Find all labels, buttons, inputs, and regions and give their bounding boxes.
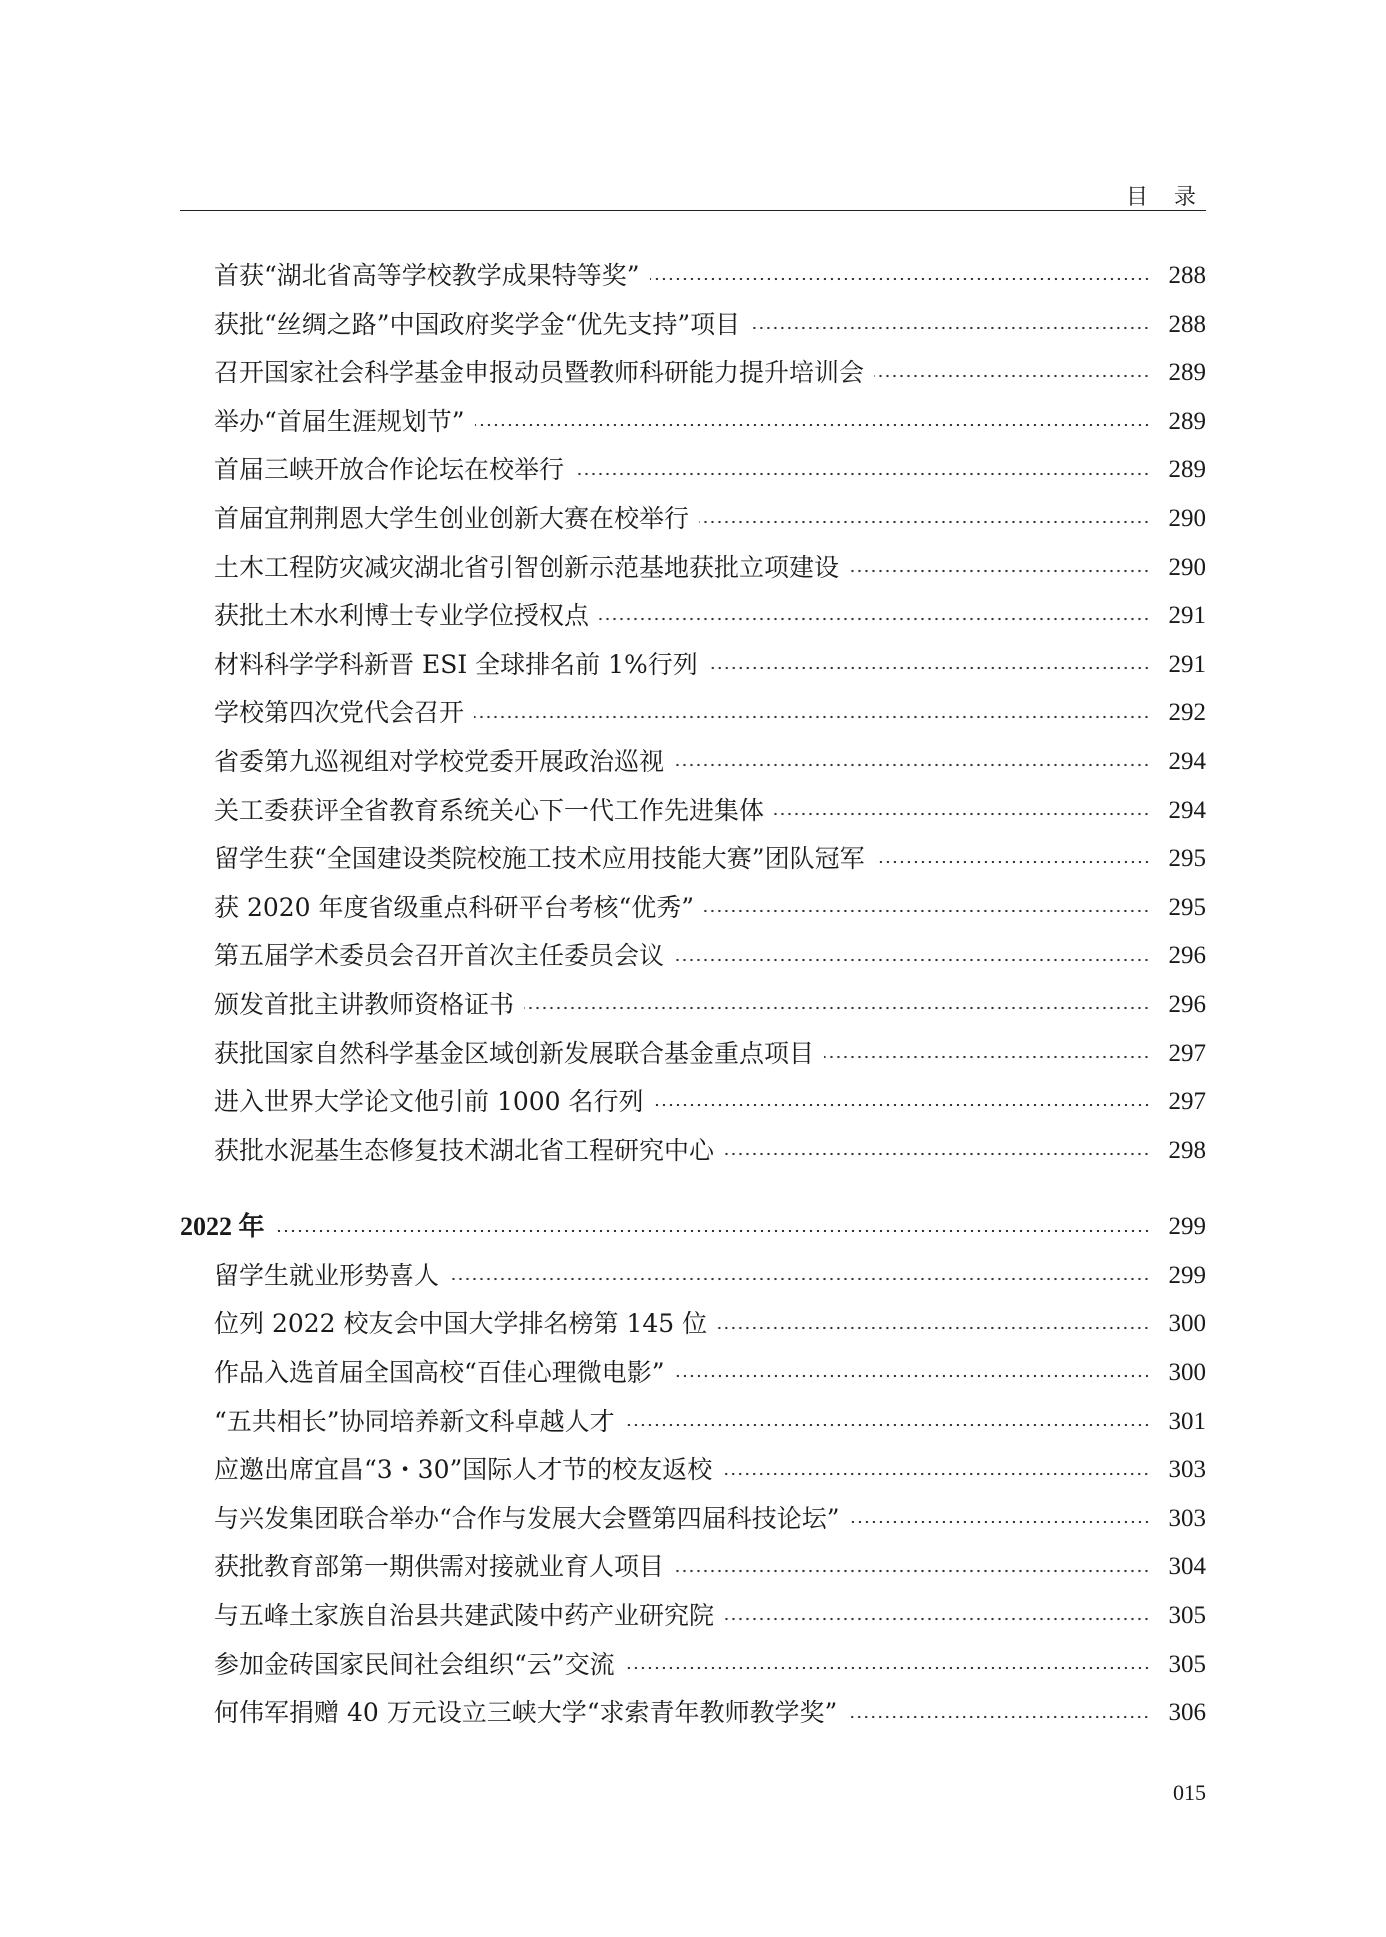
toc-entry[interactable] xyxy=(180,689,1206,738)
toc-entry-title: 参加金砖国家民间社会组织“云”交流 xyxy=(214,1649,615,1679)
dot-leader xyxy=(724,1150,1150,1158)
dot-leader xyxy=(625,1664,1150,1672)
toc-entry-page: 303 xyxy=(1168,1504,1206,1532)
toc-entry-page: 299 xyxy=(1168,1261,1206,1289)
toc-entry-page: 301 xyxy=(1168,1407,1206,1435)
running-head: 目录 xyxy=(1125,185,1222,210)
toc-entry[interactable] xyxy=(180,884,1206,933)
toc-entry-title: 土木工程防灾减灾湖北省引智创新示范基地获批立项建设 xyxy=(214,552,840,582)
dot-leader xyxy=(674,1567,1150,1575)
toc-entry-title: 材料科学学科新晋 ESI 全球排名前 1%行列 xyxy=(214,649,698,679)
toc-entry[interactable] xyxy=(180,1398,1206,1447)
toc-entry-title: 应邀出席宜昌“3・30”国际人才节的校友返校 xyxy=(214,1455,713,1485)
toc-entry-title: 颁发首批主讲教师资格证书 xyxy=(214,989,515,1019)
toc-entry[interactable] xyxy=(180,1127,1206,1176)
dot-leader xyxy=(275,1227,1150,1235)
year-heading-title: 2022 年 xyxy=(180,1212,265,1242)
toc-entry-title: 获批教育部第一期供需对接就业育人项目 xyxy=(214,1552,665,1582)
dot-leader xyxy=(475,421,1150,429)
page-number: 015 xyxy=(1173,1780,1206,1805)
toc-entry-title: 获批水泥基生态修复技术湖北省工程研究中心 xyxy=(214,1135,715,1165)
dot-leader xyxy=(849,567,1150,575)
year-heading-page: 299 xyxy=(1168,1213,1206,1241)
toc-entry[interactable] xyxy=(180,1349,1206,1398)
dot-leader xyxy=(717,1324,1150,1332)
toc-entry-page: 305 xyxy=(1168,1650,1206,1678)
toc-entry-page: 297 xyxy=(1168,1088,1206,1116)
toc-entry-title: 召开国家社会科学基金申报动员暨教师科研能力提升培训会 xyxy=(214,358,865,388)
dot-leader xyxy=(850,1518,1150,1526)
toc-entry-title: 第五届学术委员会召开首次主任委员会议 xyxy=(214,941,665,971)
toc-entry[interactable] xyxy=(180,1252,1206,1301)
toc-entry[interactable] xyxy=(180,1641,1206,1690)
dot-leader xyxy=(708,664,1150,672)
toc-entry-page: 289 xyxy=(1168,407,1206,435)
dot-leader xyxy=(674,761,1150,769)
dot-leader xyxy=(654,1101,1150,1109)
dot-leader xyxy=(474,713,1150,721)
toc-entry-page: 291 xyxy=(1168,650,1206,678)
toc-entry[interactable] xyxy=(180,349,1206,398)
toc-entry-page: 294 xyxy=(1168,747,1206,775)
dot-leader xyxy=(674,956,1150,964)
dot-leader xyxy=(599,615,1150,623)
toc-entry[interactable] xyxy=(180,398,1206,447)
toc-entry-title: 作品入选首届全国高校“百佳心理微电影” xyxy=(214,1358,665,1388)
toc-entry[interactable] xyxy=(180,738,1206,787)
toc-entry-page: 300 xyxy=(1168,1310,1206,1338)
dot-leader xyxy=(724,1615,1150,1623)
toc-year-heading[interactable] xyxy=(180,1203,1206,1252)
dot-leader xyxy=(704,907,1150,915)
toc-entry[interactable] xyxy=(180,544,1206,593)
dot-leader xyxy=(824,1053,1150,1061)
header-rule xyxy=(180,210,1206,211)
toc-entry-title: 何伟军捐赠 40 万元设立三峡大学“求索青年教师教学奖” xyxy=(214,1698,838,1728)
toc-entry-page: 290 xyxy=(1168,504,1206,532)
toc-entry-title: 学校第四次党代会召开 xyxy=(214,698,465,728)
dot-leader xyxy=(699,518,1150,526)
section-gap xyxy=(180,1175,1206,1203)
toc-entry-page: 306 xyxy=(1168,1699,1206,1727)
toc-entry-page: 305 xyxy=(1168,1602,1206,1630)
toc-entry-title: 关工委获评全省教育系统关心下一代工作先进集体 xyxy=(214,795,765,825)
toc-entry-title: “五共相长”协同培养新文科卓越人才 xyxy=(214,1406,615,1436)
dot-leader xyxy=(524,1004,1150,1012)
toc-entry[interactable] xyxy=(180,252,1206,301)
toc-entry-page: 296 xyxy=(1168,990,1206,1018)
toc-entry[interactable] xyxy=(180,592,1206,641)
toc-entry[interactable] xyxy=(180,495,1206,544)
toc-entry-page: 289 xyxy=(1168,359,1206,387)
toc-entry-title: 与兴发集团联合举办“合作与发展大会暨第四届科技论坛” xyxy=(214,1503,840,1533)
toc-entry-title: 获批国家自然科学基金区域创新发展联合基金重点项目 xyxy=(214,1038,815,1068)
toc-entry-page: 295 xyxy=(1168,845,1206,873)
toc-entry-page: 289 xyxy=(1168,456,1206,484)
toc-entry[interactable] xyxy=(180,641,1206,690)
toc-entry-title: 首获“湖北省高等学校教学成果特等奖” xyxy=(214,261,640,290)
toc-entry[interactable] xyxy=(180,981,1206,1030)
toc-entry[interactable] xyxy=(180,835,1206,884)
toc-section-2022 xyxy=(180,1203,1206,1738)
dot-leader xyxy=(847,1713,1150,1721)
toc-entry[interactable] xyxy=(180,1689,1206,1738)
toc-entry-page: 303 xyxy=(1168,1456,1206,1484)
toc-entry-page: 288 xyxy=(1168,262,1206,289)
toc-entry-page: 290 xyxy=(1168,553,1206,581)
dot-leader xyxy=(722,1470,1150,1478)
toc-entry-title: 获批土木水利博士专业学位授权点 xyxy=(214,601,590,631)
toc-entry-page: 297 xyxy=(1168,1039,1206,1067)
table-of-contents xyxy=(180,252,1206,1738)
toc-section-2021 xyxy=(180,252,1206,1175)
toc-entry[interactable] xyxy=(180,301,1206,350)
toc-entry-page: 300 xyxy=(1168,1359,1206,1387)
dot-leader xyxy=(774,810,1150,818)
toc-entry[interactable] xyxy=(180,1592,1206,1641)
toc-entry[interactable] xyxy=(180,446,1206,495)
toc-entry[interactable] xyxy=(180,1078,1206,1127)
toc-entry-title: 进入世界大学论文他引前 1000 名行列 xyxy=(214,1087,644,1117)
toc-entry-page: 292 xyxy=(1168,699,1206,727)
toc-entry-title: 首届三峡开放合作论坛在校举行 xyxy=(214,455,565,485)
toc-entry[interactable] xyxy=(180,1495,1206,1544)
toc-entry[interactable] xyxy=(180,1030,1206,1079)
dot-leader xyxy=(874,372,1150,380)
dot-leader xyxy=(625,1421,1150,1429)
toc-entry-page: 291 xyxy=(1168,602,1206,630)
toc-entry-page: 294 xyxy=(1168,796,1206,824)
dot-leader xyxy=(875,858,1150,866)
toc-entry-page: 298 xyxy=(1168,1136,1206,1164)
toc-entry-title: 省委第九巡视组对学校党委开展政治巡视 xyxy=(214,746,665,776)
dot-leader xyxy=(750,324,1150,332)
dot-leader xyxy=(650,275,1150,283)
toc-entry-title: 位列 2022 校友会中国大学排名榜第 145 位 xyxy=(214,1309,708,1339)
toc-entry-title: 获 2020 年度省级重点科研平台考核“优秀” xyxy=(214,892,695,922)
toc-entry-title: 首届宜荆荆恩大学生创业创新大赛在校举行 xyxy=(214,503,690,533)
toc-entry[interactable] xyxy=(180,1446,1206,1495)
toc-entry[interactable] xyxy=(180,932,1206,981)
toc-entry[interactable] xyxy=(180,787,1206,836)
dot-leader xyxy=(449,1275,1150,1283)
toc-entry-page: 295 xyxy=(1168,893,1206,921)
toc-entry-title: 留学生就业形势喜人 xyxy=(214,1260,440,1290)
dot-leader xyxy=(675,1372,1150,1380)
toc-entry[interactable] xyxy=(180,1300,1206,1349)
toc-entry-page: 288 xyxy=(1168,310,1206,338)
toc-entry-title: 举办“首届生涯规划节” xyxy=(214,406,465,436)
toc-entry-title: 获批“丝绸之路”中国政府奖学金“优先支持”项目 xyxy=(214,309,741,339)
toc-entry-title: 与五峰土家族自治县共建武陵中药产业研究院 xyxy=(214,1601,715,1631)
toc-entry-page: 304 xyxy=(1168,1553,1206,1581)
toc-entry-page: 296 xyxy=(1168,942,1206,970)
toc-entry[interactable] xyxy=(180,1543,1206,1592)
dot-leader xyxy=(574,470,1150,478)
toc-entry-title: 留学生获“全国建设类院校施工技术应用技能大赛”团队冠军 xyxy=(214,844,865,874)
